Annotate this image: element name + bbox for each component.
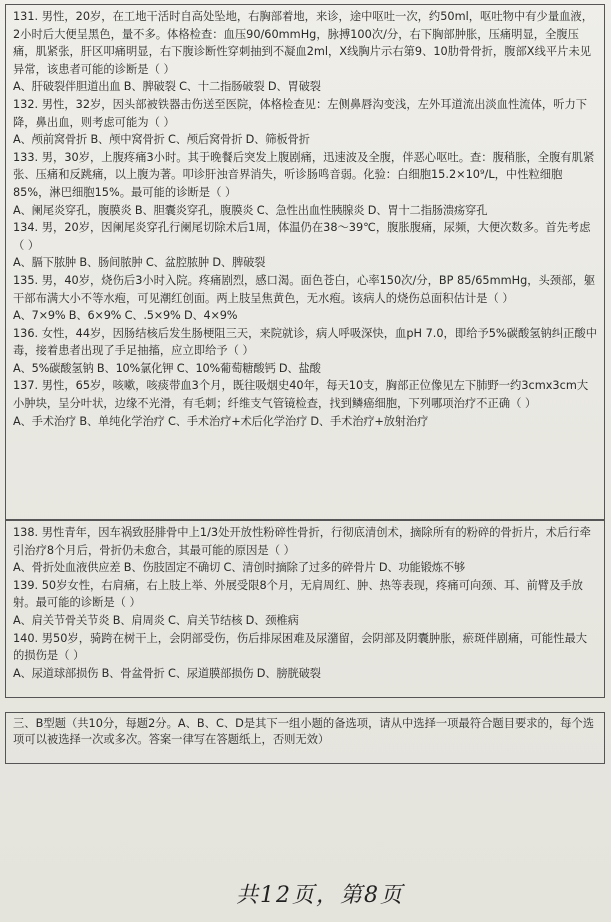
- question-139-options: A、肩关节骨关节炎 B、肩周炎 C、肩关节结核 D、颈椎病: [13, 613, 299, 627]
- question-140-options: A、尿道球部损伤 B、骨盆骨折 C、尿道膜部损伤 D、膀胱破裂: [13, 666, 321, 680]
- question-136-options: A、5%碳酸氢钠 B、10%氯化钾 C、10%葡萄糖酸钙 D、盐酸: [13, 361, 321, 375]
- question-132-stem: 132. 男性，32岁，因头部被铁器击伤送至医院，体格检查见：左侧鼻唇沟变浅，左外耳道流出淡血性流体，听力下降，鼻出血，则考虑可能为（ ）: [13, 97, 588, 129]
- question-137-options: A、手术治疗 B、单纯化学治疗 C、手术治疗+术后化学治疗 D、手术治疗+放射治疗: [13, 414, 429, 428]
- question-132-options: A、颅前窝骨折 B、颅中窝骨折 C、颅后窝骨折 D、筛板骨折: [13, 133, 310, 147]
- question-139-stem: 139. 50岁女性，右肩痛，右上肢上举、外展受限8个月，无肩周红、肿、热等表现，疼痛可向颈、耳、前臂及手放射。最可能的诊断是（ ）: [13, 578, 583, 610]
- question-131-options: A、肝破裂伴胆道出血 B、脾破裂 C、十二指肠破裂 D、胃破裂: [13, 80, 321, 94]
- section-3-instructions: [5, 712, 605, 764]
- question-block-138-140: [5, 520, 605, 698]
- handwritten-page-number: 共12页，第8页: [236, 883, 404, 908]
- question-138-options: A、骨折处血液供应差 B、伤肢固定不确切 C、清创时摘除了过多的碎骨片 D、功能锻炼不够: [13, 561, 466, 575]
- question-135-stem: 135. 男，40岁，烧伤后3小时入院。疼痛剧烈，感口渴。面色苍白，心率150次/分，BP 85/65mmHg，头颈部，躯干部布满大小不等水疱，可见潮红创面。两上肢呈焦黄色，无水疱。该病人的烧伤总面积估计是（ ）: [13, 273, 596, 305]
- question-134-options: A、膈下脓肿 B、肠间脓肿 C、盆腔脓肿 D、脾破裂: [13, 256, 266, 270]
- question-134-stem: 134. 男，20岁，因阑尾炎穿孔行阑尾切除术后1周，体温仍在38～39℃，腹胀腹痛，尿频，大便次数多。首先考虑（ ）: [13, 221, 591, 252]
- question-140-stem: 140. 男50岁，骑跨在树干上，会阴部受伤，伤后排尿困难及尿潴留，会阴部及阴囊肿胀，瘀斑伴剧痛，可能性最大的损伤是（ ）: [13, 631, 588, 663]
- question-133-options: A、阑尾炎穿孔，腹膜炎 B、胆囊炎穿孔，腹膜炎 C、急性出血性胰腺炎 D、胃十二指肠溃疡穿孔: [13, 203, 488, 217]
- question-138-stem: 138. 男性青年，因车祸致胫腓骨中上1/3处开放性粉碎性骨折，行彻底清创术，摘除所有的粉碎的骨折片，术后行牵引治疗8个月后，骨折仍未愈合，其最可能的原因是（ ）: [13, 526, 591, 557]
- question-137-stem: 137. 男性，65岁，咳嗽，咳痰带血3个月，既往吸烟史40年，每天10支，胸部正位像见左下肺野一约3cmx3cm大小肿块，呈分叶状，边缘不光滑，有毛刺；纤维支气管镜检查，找到鳞癌细胞，下列哪项治疗不正确（ ）: [13, 379, 589, 411]
- question-131-stem: 131. 男性，20岁，在工地干活时自高处坠地，右胸部着地，来诊，途中呕吐一次，约50ml，呕吐物中有少量血液，2小时后大便呈黑色，量不多。体格检查：血压90/60mmHg，脉搏100次/分，右下胸部肿胀，压痛明显，全腹压痛，肌紧张，肝区叩痛明显，右下腹诊断性穿刺抽到不凝血2ml，X线胸片示右第9、10肋骨骨折，腹部X线平片未见异常，该患者可能的诊断是（ ）: [13, 10, 594, 76]
- question-block-131-137: [5, 4, 605, 520]
- question-133-stem: 133. 男，30岁，上腹疼痛3小时。其于晚餐后突发上腹剧痛，迅速波及全腹，伴恶心呕吐。查：腹稍胀，全腹有肌紧张、压痛和反跳痛，以上腹为著。叩诊肝浊音界消失，听诊肠鸣音弱。化验：白细胞15.2×10⁹/L，中性粒细胞85%，淋巴细胞15%。最可能的诊断是（ ）: [13, 150, 595, 199]
- question-136-stem: 136. 女性，44岁，因肠结核后发生肠梗阻三天，来院就诊，病人呼吸深快，血pH 7.0，即给予5%碳酸氢钠纠正酸中毒，接着患者出现了手足抽搐，应立即给予（ ）: [13, 326, 598, 358]
- question-135-options: A、7×9% B、6×9% C、.5×9% D、4×9%: [13, 309, 238, 323]
- section-3-heading: 三、B型题（共10分，每题2分。A、B、C、D是其下一组小题的备选项，请从中选择一项最符合题目要求的，每个选项可以被选择一次或多次。答案一律写在答题纸上，否则无效）: [13, 717, 595, 746]
